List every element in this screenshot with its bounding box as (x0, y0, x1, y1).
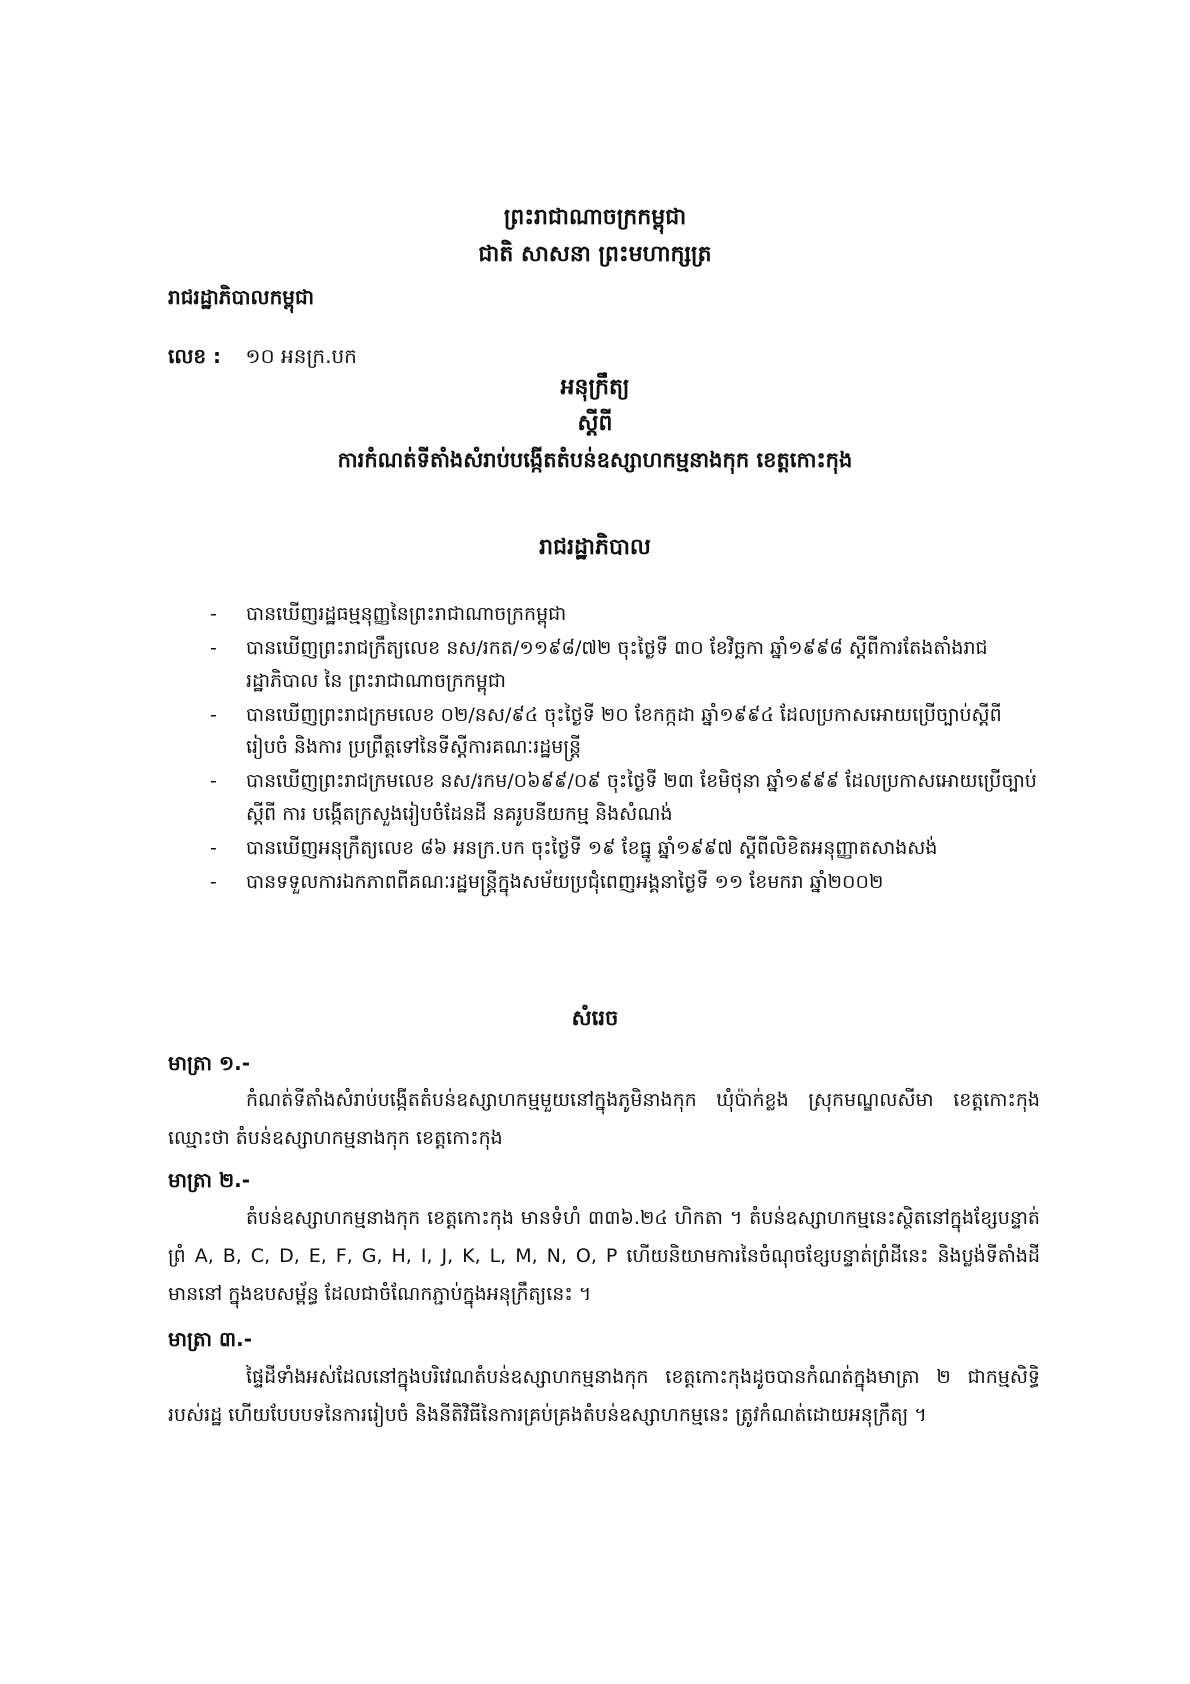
title-subject: ការកំណត់ទីតាំងសំរាប់បង្កើតតំបន់ឧស្សាហកម្មនាងកុក ខេត្តកោះកុង (337, 448, 853, 472)
decision-heading: សំរេច (571, 1006, 619, 1030)
preamble-item: - បានឃើញអនុក្រឹត្យលេខ ៨៦ អនក្រ.បក ចុះថ្ងៃទី ១៩ ខែធ្នូ ឆ្នាំ១៩៩៧ ស្តីពីលិខិតអនុញ្ញាតសាងសង់ (210, 837, 938, 860)
preamble-item: - បានឃើញព្រះរាជក្រមលេខ នស/រកម/០៦៩៩/០៩ ចុះថ្ងៃទី ២៣ ខែមិថុនា ឆ្នាំ១៩៩៩ ដែលប្រកាសអោយប្រើច្បាប់ស្តីពី ការ បង្កើតក្រសួងរៀបចំដែនដី នគរូបនីយកម្ម និងសំណង់ (210, 770, 1037, 825)
document-number-value: ១០ អនក្រ.បក (245, 344, 357, 368)
government-label: រាជរដ្ឋាភិបាលកម្ពុជា (168, 285, 314, 309)
document-number-label: លេខ : (168, 344, 222, 368)
article-1-label: មាត្រា ១.- (168, 1051, 251, 1075)
article-3-text: ផ្ទៃដីទាំងអស់ដែលនៅក្នុងបរិវេណតំបន់ឧស្សាហកម្មនាងកុក ខេត្តកោះកុងដូចបានកំណត់ក្នុងមាត្រា ២ ជាកម្មសិទ្ធិរបស់រដ្ឋ ហើយបែបបទនៃការរៀបចំ និងនីតិវិធីនៃការគ្រប់គ្រងតំបន់ឧស្សាហកម្មនេះ ត្រូវកំណត់ដោយអនុក្រឹត្យ ។ (168, 1366, 1040, 1426)
preamble-item: - បានឃើញព្រះរាជក្រមលេខ ០២/នស/៩៤ ចុះថ្ងៃទី ២០ ខែកក្កដា ឆ្នាំ១៩៩៤ ដែលប្រកាសអោយប្រើច្បាប់ស្តីពី រៀបចំ និងការ ប្រព្រឹត្តទៅនៃទីស្តីការគណៈរដ្ឋមន្ត្រី (210, 703, 1002, 759)
preamble-list (210, 598, 1040, 901)
title-sub-decree: អនុក្រឹត្យ (560, 375, 630, 400)
title-concerning: ស្តីពី (577, 411, 613, 436)
preamble-item: - បានទទួលការឯកភាពពីគណៈរដ្ឋមន្ត្រីក្នុងសម័យប្រជុំពេញអង្គនាថ្ងៃទី ១១ ខែមករា ឆ្នាំ២០០២ (210, 871, 884, 894)
preamble-heading: រាជរដ្ឋាភិបាល (539, 535, 651, 560)
article-1-text: កំណត់ទីតាំងសំរាប់បង្កើតតំបន់ឧស្សាហកម្មមួយនៅក្នុងភូមិនាងកុក ឃុំប៉ាក់ខ្លង ស្រុកមណ្ឌលសីមា ខេត្តកោះកុង ឈ្មោះថា តំបន់ឧស្សាហកម្មនាងកុក ខេត្តកោះកុង (168, 1089, 1040, 1149)
preamble-item: - បានឃើញព្រះរាជក្រឹត្យលេខ នស/រកត/១១៩៨/៧២ ចុះថ្ងៃទី ៣០ ខែវិច្ឆកា ឆ្នាំ១៩៩៨ ស្តីពីការតែងតាំងរាជរដ្ឋាភិបាល នៃ ព្រះរាជាណាចក្រកម្ពុជា (210, 637, 988, 692)
preamble-item: - បានឃើញរដ្ឋធម្មនុញ្ញនៃព្រះរាជាណាចក្រកម្ពុជា (210, 603, 567, 625)
kingdom-heading: ព្រះរាជាណាចក្រកម្ពុជា (503, 205, 687, 230)
article-2-text: តំបន់ឧស្សាហកម្មនាងកុក ខេត្តកោះកុង មានទំហំ ៣៣៦.២៤ ហិកតា ។ តំបន់ឧស្សាហកម្មនេះស្ថិតនៅក្នុងខ្សែបន្ទាត់ព្រំ A, B, C, D, E, F, G, H, I, J, K, L, M, N, O, P ហើយនិយាមការនៃចំណុចខ្សែបន្ទាត់ព្រំដីនេះ និងប្លង់ទីតាំងដីមាននៅ ក្នុងឧបសម្ព័ន្ធ ដែលជាចំណែកភ្ជាប់ក្នុងអនុក្រឹត្យនេះ ។ (168, 1207, 1040, 1305)
motto-heading: ជាតិ សាសនា ព្រះមហាក្សត្រ (478, 242, 712, 267)
document-number (168, 343, 357, 373)
article-2-label: មាត្រា ២.- (168, 1168, 251, 1192)
article-3-label: មាត្រា ៣.- (168, 1327, 252, 1351)
